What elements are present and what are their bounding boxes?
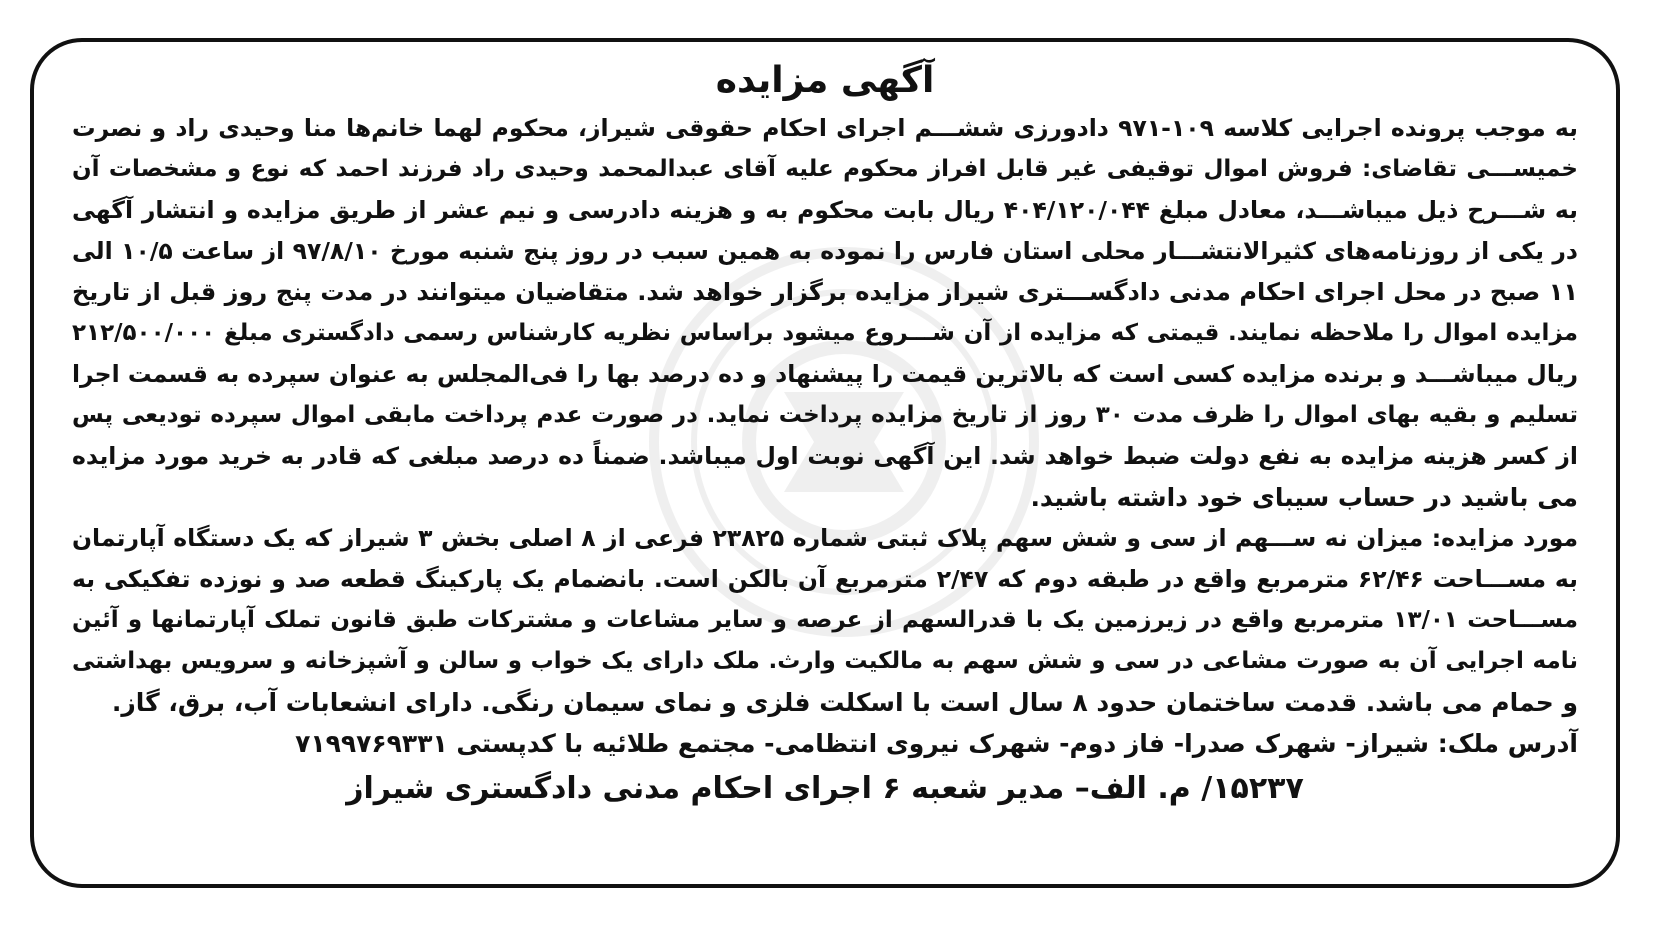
body-line: به موجب پرونده اجرایی کلاسه ۱۰۹-۹۷۱ دادورزی ششـــم اجرای احکام حقوقی شیراز، محکوم لهما خانم‌ها منا وحیدی راد و نصرت — [72, 114, 1578, 142]
body-line: تسلیم و بقیه بهای اموال را ظرف مدت ۳۰ روز از تاریخ مزایده پرداخت نماید. در صورت عدم پرداخت مابقی اموال سپرده تودیعی پس — [72, 402, 1578, 428]
body-line: مســـاحت ۱۳/۰۱ مترمربع واقع در زیرزمین یک با قدرالسهم از عرصه و سایر مشاعات و مشترکات طبق قانون تملک آپارتمانها و آئین — [72, 607, 1579, 633]
notice-content — [72, 56, 1578, 870]
signature-line: ۱۵۲۳۷/ م. الف– مدیر شعبه ۶ اجرای احکام مدنی دادگستری شیراز — [346, 771, 1304, 806]
notice-title: آگهی مزایده — [715, 60, 935, 101]
property-address-line: آدرس ملک: شیراز- شهرک صدرا- فاز دوم- شهرک نیروی انتظامی- مجتمع طلائیه با کدپستی ۷۱۹۹۷۶۹۳۳۱ — [295, 729, 1578, 758]
body-line: مورد مزایده: میزان نه ســـهم از سی و شش سهم پلاک ثبتی شماره ۲۳۸۲۵ فرعی از ۸ اصلی بخش ۳ شیراز که یک دستگاه آپارتمان — [72, 524, 1578, 552]
body-line: به مســـاحت ۶۲/۴۶ مترمربع واقع در طبقه دوم که ۲/۴۷ مترمربع آن بالکن است. بانضمام یک پارکینگ قطعه صد و نوزده تفکیکی به — [72, 565, 1578, 593]
body-line: مزایده اموال را ملاحظه نمایند. قیمتی که مزایده از آن شـــروع میشود براساس نظریه کارشناس رسمی دادگستری مبلغ ۲۱۲/۵۰۰/۰۰۰ — [72, 320, 1578, 346]
body-line: خمیســـی تقاضای: فروش اموال توقیفی غیر قابل افراز محکوم علیه آقای عبدالمحمد وحیدی راد فرزند احمد که نوع و مشخصات آن — [72, 156, 1578, 182]
body-line: ریال میباشـــد و برنده مزایده کسی است که بالاترین قیمت را پیشنهاد و ده درصد بها را فی‌المجلس به عنوان سپرده به قسمت اجرا — [72, 360, 1578, 388]
body-line: به شـــرح ذیل میباشـــد، معادل مبلغ ۴۰۴/۱۲۰/۰۴۴ ریال بابت محکوم به و هزینه دادرسی و نیم عشر از طریق مزایده و انتشار آگهی — [72, 196, 1578, 224]
body-line: در یکی از روزنامه‌های کثیرالانتشـــار محلی استان فارس را نموده به همین سبب در روز پنج شنبه مورخ ۹۷/۸/۱۰ از ساعت ۱۰/۵ الی — [72, 237, 1578, 265]
body-line: می باشید در حساب سیبای خود داشته باشید. — [1030, 483, 1578, 512]
body-line: نامه اجرایی آن به صورت مشاعی در سی و شش سهم به مالکیت وارث. ملک دارای یک خواب و سالن و آشپزخانه و سرویس بهداشتی — [72, 648, 1578, 674]
body-line: ۱۱ صبح در محل اجرای احکام مدنی دادگســـتری شیراز مزایده برگزار خواهد شد. متقاضیان میتوانند در مدت پنج روز قبل از تاریخ — [72, 278, 1578, 306]
notice-frame — [30, 38, 1620, 888]
body-line: و حمام می باشد. قدمت ساختمان حدود ۸ سال است با اسکلت فلزی و نمای سیمان رنگی. دارای انشعابات آب، برق، گاز. — [111, 688, 1578, 717]
body-line: از کسر هزینه مزایده به نفع دولت ضبط خواهد شد. این آگهی نوبت اول میباشد. ضمناً ده درصد مبلغی که قادر به خرید مورد مزایده — [72, 442, 1578, 470]
